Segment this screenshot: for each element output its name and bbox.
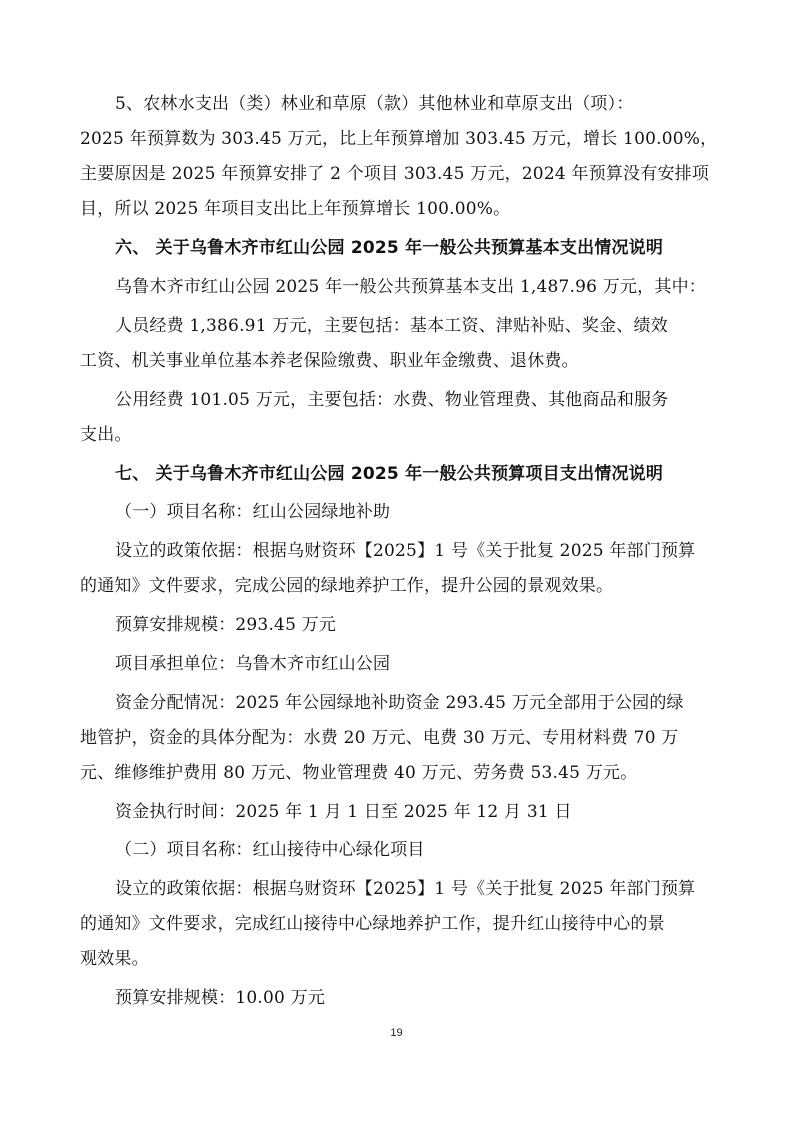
paragraph-line: 支出。 <box>80 425 132 445</box>
paragraph-line: 预算安排规模：293.45 万元 <box>115 615 337 635</box>
paragraph-line: 目，所以 2025 年项目支出比上年预算增长 100.00%。 <box>80 199 511 219</box>
project-2-title: （二）项目名称：红山接待中心绿化项目 <box>115 840 425 860</box>
paragraph-line: 资金执行时间：2025 年 1 月 1 日至 2025 年 12 月 31 日 <box>115 802 572 822</box>
paragraph-line: 观效果。 <box>80 949 149 969</box>
page-number: 19 <box>390 1027 403 1039</box>
paragraph-line: 资金分配情况：2025 年公园绿地补助资金 293.45 万元全部用于公园的绿 <box>115 693 684 713</box>
paragraph-line: 的通知》文件要求，完成红山接待中心绿地养护工作，提升红山接待中心的景 <box>80 914 665 934</box>
paragraph-line: 乌鲁木齐市红山公园 2025 年一般公共预算基本支出 1,487.96 万元，其中： <box>115 277 706 297</box>
paragraph-line: 元、维修维护费用 80 万元、物业管理费 40 万元、劳务费 53.45 万元。 <box>80 763 638 783</box>
project-1-title: （一）项目名称：红山公园绿地补助 <box>115 502 391 522</box>
section-6-heading: 六、 关于乌鲁木齐市红山公园 2025 年一般公共预算基本支出情况说明 <box>115 238 664 258</box>
paragraph-line: 公用经费 101.05 万元，主要包括：水费、物业管理费、其他商品和服务 <box>115 390 669 410</box>
paragraph-line: 2025 年预算数为 303.45 万元，比上年预算增加 303.45 万元，增长 100.00%， <box>80 129 718 149</box>
paragraph-line: 主要原因是 2025 年预算安排了 2 个项目 303.45 万元，2024 年预算没有安排项 <box>80 164 710 184</box>
paragraph-line: 设立的政策依据：根据乌财资环【2025】1 号《关于批复 2025 年部门预算 <box>115 541 696 561</box>
paragraph-line: 项目承担单位：乌鲁木齐市红山公园 <box>115 654 391 674</box>
paragraph-line: 的通知》文件要求，完成公园的绿地养护工作，提升公园的景观效果。 <box>80 576 614 596</box>
paragraph-line: 工资、机关事业单位基本养老保险缴费、职业年金缴费、退休费。 <box>80 351 579 371</box>
paragraph-line: 设立的政策依据：根据乌财资环【2025】1 号《关于批复 2025 年部门预算 <box>115 879 696 899</box>
paragraph-line: 地管护，资金的具体分配为：水费 20 万元、电费 30 万元、专用材料费 70 万 <box>80 728 679 748</box>
section-7-heading: 七、 关于乌鲁木齐市红山公园 2025 年一般公共预算项目支出情况说明 <box>115 464 664 484</box>
paragraph-line: 人员经费 1,386.91 万元，主要包括：基本工资、津贴补贴、奖金、绩效 <box>115 316 668 336</box>
paragraph-line: 预算安排规模：10.00 万元 <box>115 988 326 1008</box>
item-5-forestry-title: 5、农林水支出（类）林业和草原（款）其他林业和草原支出（项）： <box>115 94 634 114</box>
